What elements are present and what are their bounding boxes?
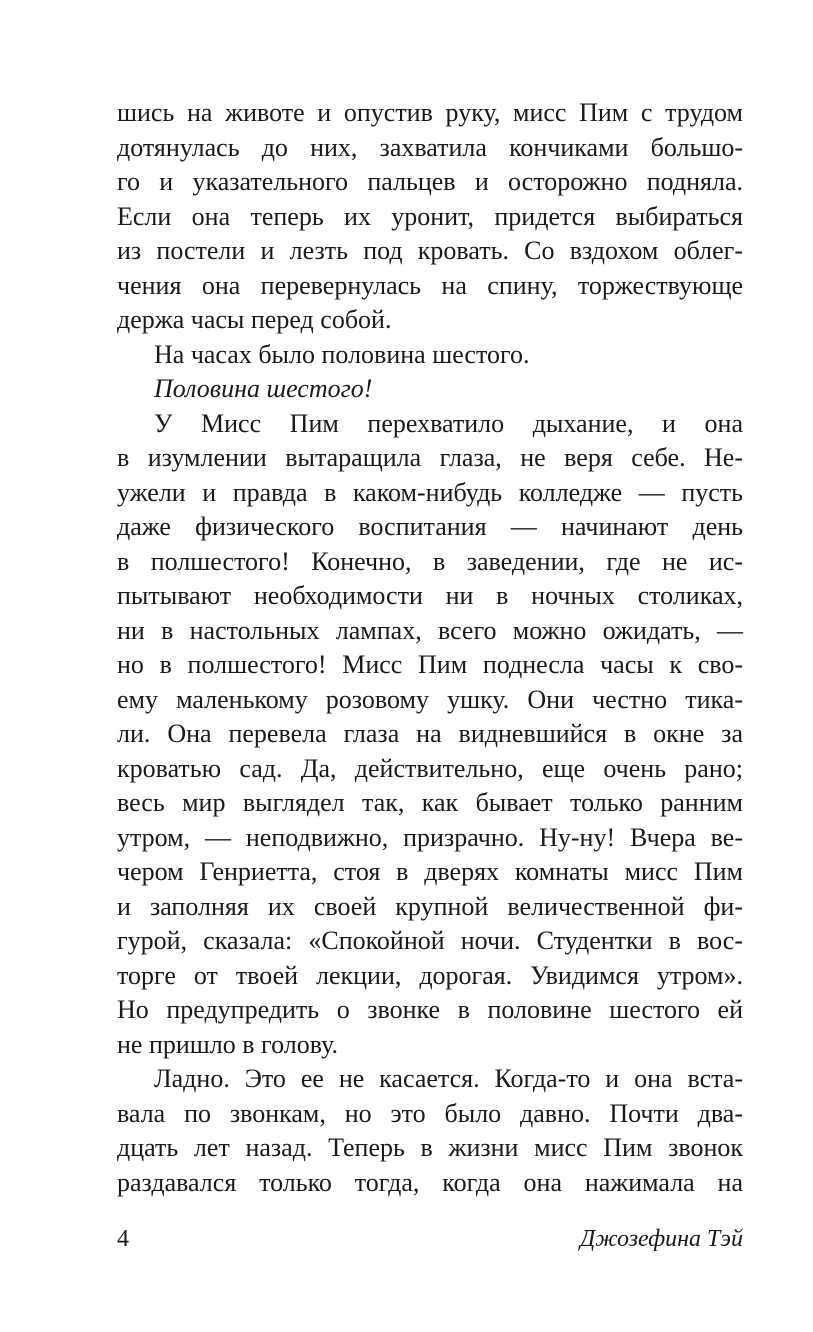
running-author: Джозефина Тэй <box>580 1226 743 1252</box>
page-footer <box>117 1222 743 1256</box>
text-line: Если она теперь их уронит, придется выбираться <box>117 201 743 231</box>
text-line: На часах было половина шестого. <box>154 339 530 369</box>
text-line: У Мисс Пим перехватило дыхание, и она <box>154 408 743 438</box>
text-line: гурой, сказала: «Спокойной ночи. Студентки в вос- <box>117 926 743 955</box>
text-line: дцать лет назад. Теперь в жизни мисс Пим звонок <box>117 1133 743 1162</box>
text-line: утром, — неподвижно, призрачно. Ну-ну! Вчера ве- <box>117 822 743 852</box>
text-line: вала по звонкам, но это было давно. Почти два- <box>117 1098 743 1128</box>
text-line: в полшестого! Конечно, в заведении, где не ис- <box>117 546 743 576</box>
text-line: держа часы перед собой. <box>117 305 392 334</box>
text-line: Ладно. Это ее не касается. Когда-то и она вста- <box>154 1064 743 1093</box>
text-line: чером Генриетта, стоя в дверях комнаты мисс Пим <box>117 857 743 886</box>
text-line: Но предупредить о звонке в половине шестого ей <box>117 995 743 1024</box>
text-line: го и указательного пальцев и осторожно подняла. <box>117 167 743 196</box>
text-line: ли. Она перевела глаза на видневшийся в окне за <box>117 719 743 748</box>
text-line: в изумлении вытаращила глаза, не веря себе. Не- <box>117 443 743 472</box>
text-line: шись на животе и опустив руку, мисс Пим с трудом <box>117 98 743 127</box>
text-line: чения она перевернулась на спину, торжествующе <box>117 270 743 300</box>
text-line: но в полшестого! Мисс Пим поднесла часы к сво- <box>117 650 743 679</box>
text-line: ему маленькому розовому ушку. Они честно тика- <box>117 684 743 714</box>
text-line: не пришло в голову. <box>117 1029 338 1059</box>
text-line: дотянулась до них, захватила кончиками большо- <box>117 132 743 162</box>
text-line: ни в настольных лампах, всего можно ожидать, — <box>117 615 743 645</box>
text-line: кроватью сад. Да, действительно, еще очень рано; <box>117 753 743 783</box>
body-text <box>117 96 743 1200</box>
text-line: весь мир выглядел так, как бывает только ранним <box>117 788 743 817</box>
text-line: ужели и правда в каком-нибудь колледже — пусть <box>117 477 743 507</box>
text-line: торге от твоей лекции, дорогая. Увидимся утром». <box>117 960 743 990</box>
text-line: пытывают необходимости ни в ночных столиках, <box>117 581 743 610</box>
page-number: 4 <box>117 1226 129 1252</box>
text-line: раздавался только тогда, когда она нажимала на <box>117 1167 743 1197</box>
text-line: и заполняя их своей крупной величественной фи- <box>117 891 743 921</box>
text-line: из постели и лезть под кровать. Со вздохом облег- <box>117 236 743 265</box>
text-line: даже физического воспитания — начинают день <box>117 512 743 541</box>
text-line: Половина шестого! <box>154 374 373 403</box>
